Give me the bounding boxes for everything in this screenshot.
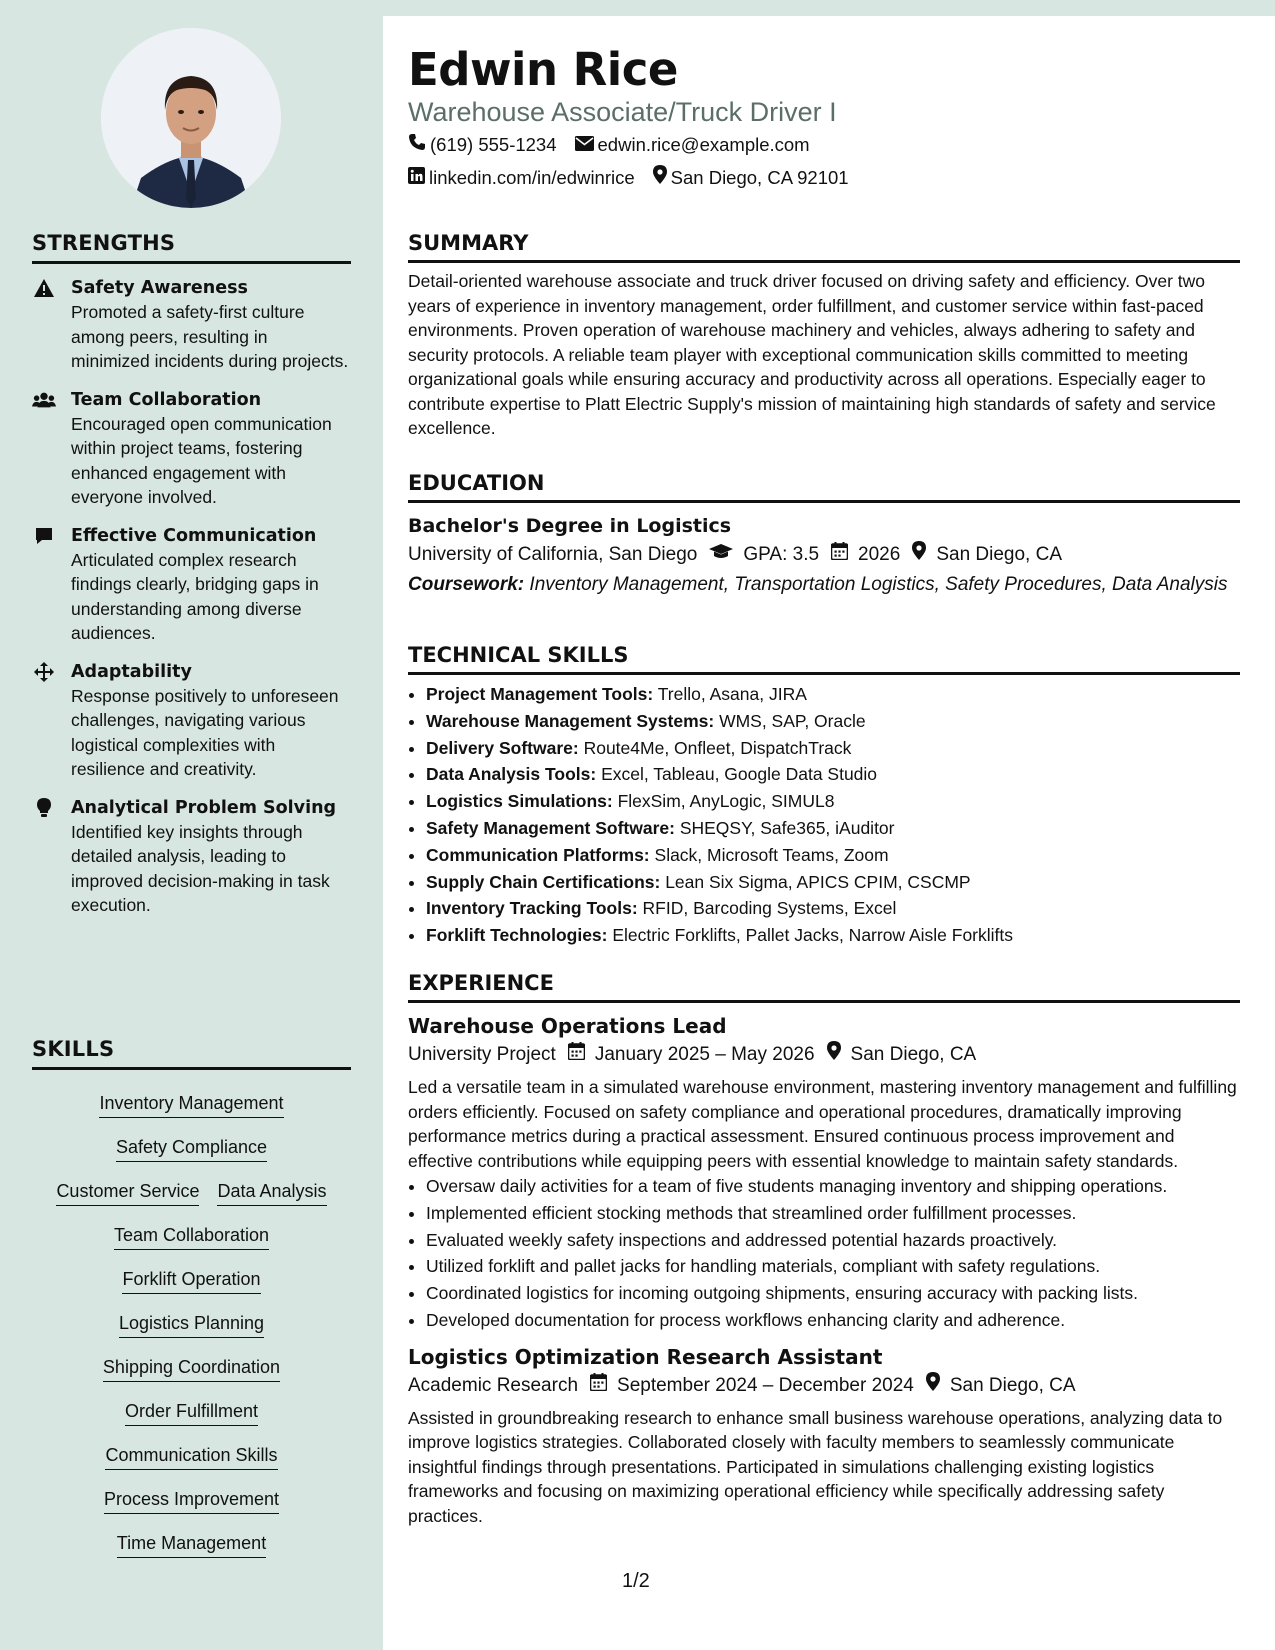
job-description: Assisted in groundbreaking research to enhance small business warehouse operations, analyzing data to improve logistics strategies. Collaborated closely with faculty members to seamlessly communicate insightful findings through presentations. Participated in simulations challenging existing logistics frameworks and focusing on maximizing operational efficiency while specifically addressing safety practices.	[408, 1407, 1223, 1526]
job-meta	[408, 1041, 1240, 1069]
map-pin-icon	[827, 1041, 851, 1069]
coursework-list: Inventory Management, Transportation Logistics, Safety Procedures, Data Analysis	[529, 574, 1228, 595]
gpa-item: GPA: 3.5	[709, 541, 819, 569]
contact-row	[408, 165, 867, 190]
education-meta	[408, 541, 1240, 569]
edu-location-item: San Diego, CA	[912, 541, 1062, 569]
job-bullets	[408, 1173, 1240, 1334]
strengths-heading: STRENGTHS	[32, 231, 351, 264]
warning-icon	[32, 278, 56, 298]
skill-tag: Order Fulfillment	[125, 1399, 258, 1426]
degree-name: Bachelor's Degree in Logistics	[408, 515, 732, 537]
skills-section	[32, 1037, 351, 1558]
strength-desc: Promoted a safety-first culture among peers, resulting in minimized incidents during projects.	[71, 302, 349, 371]
arrows-move-icon	[32, 662, 56, 682]
phone-icon	[408, 133, 430, 157]
strength-desc: Identified key insights through detailed analysis, leading to improved decision-making in task execution.	[71, 821, 330, 915]
strength-item	[32, 276, 351, 374]
list-item: • Inventory Tracking Tools: RFID, Barcoding Systems, Excel	[426, 895, 1240, 922]
phone-contact	[408, 133, 557, 157]
job-meta	[408, 1372, 1240, 1400]
map-pin-icon	[653, 165, 671, 190]
skill-tag: Data Analysis	[217, 1179, 326, 1206]
users-icon	[32, 390, 56, 410]
location-contact	[653, 165, 849, 190]
list-item: • Oversaw daily activities for a team of five students managing inventory and shipping operations.	[426, 1173, 1240, 1200]
strength-title: Analytical Problem Solving	[71, 797, 337, 818]
strength-item	[32, 660, 351, 782]
linkedin-contact[interactable]	[408, 166, 635, 190]
skills-heading: SKILLS	[32, 1037, 351, 1070]
summary-section	[408, 231, 1240, 441]
list-item: • Coordinated logistics for incoming outgoing shipments, ensuring accuracy with packing lists.	[426, 1280, 1240, 1307]
lightbulb-icon	[32, 798, 56, 818]
strength-title: Team Collaboration	[71, 389, 262, 410]
year-item: 2026	[831, 541, 900, 569]
job-location: San Diego, CA	[827, 1041, 977, 1069]
envelope-icon	[575, 133, 598, 157]
job-description: Led a versatile team in a simulated warehouse environment, mastering inventory management and fulfilling orders efficiently. Focused on safety compliance and operational procedures, dramatically improving performance metrics during a practical assessment. Ensured continuous process improvement and effective contributions while equipping peers with essential knowledge to maintain safety standards.	[408, 1077, 1237, 1171]
list-item: • Data Analysis Tools: Excel, Tableau, Google Data Studio	[426, 761, 1240, 788]
skill-tag: Logistics Planning	[119, 1311, 264, 1338]
skill-tag: Shipping Coordination	[103, 1355, 280, 1382]
strength-title: Safety Awareness	[71, 278, 248, 298]
calendar-icon	[590, 1372, 617, 1400]
list-item: • Utilized forklift and pallet jacks for handling materials, compliant with safety regulations.	[426, 1253, 1240, 1280]
skill-tag: Team Collaboration	[114, 1223, 269, 1250]
strength-desc: Encouraged open communication within project teams, fostering enhanced engagement with everyone involved.	[71, 413, 332, 507]
list-item: • Communication Platforms: Slack, Microsoft Teams, Zoom	[426, 842, 1240, 869]
job-org: University Project	[408, 1044, 556, 1065]
linkedin-link[interactable]: linkedin.com/in/edwinrice	[429, 166, 635, 188]
profile-photo	[101, 28, 281, 208]
coursework-label: Coursework:	[408, 574, 525, 595]
skill-tag: Customer Service	[56, 1179, 199, 1206]
strength-item	[32, 524, 351, 646]
list-item: • Safety Management Software: SHEQSY, Safe365, iAuditor	[426, 815, 1240, 842]
page-number: 1/2	[622, 1570, 650, 1592]
strength-desc: Response positively to unforeseen challenges, navigating various logistical complexities with resilience and creativity.	[71, 685, 339, 779]
school-name: University of California, San Diego	[408, 544, 698, 565]
linkedin-icon	[408, 166, 429, 190]
skill-tag: Communication Skills	[105, 1443, 277, 1470]
list-item: • Evaluated weekly safety inspections and addressed potential hazards proactively.	[426, 1227, 1240, 1254]
skill-tag: Time Management	[117, 1531, 266, 1558]
calendar-icon	[568, 1041, 595, 1069]
list-item: • Implemented efficient stocking methods that streamlined order fulfillment processes.	[426, 1200, 1240, 1227]
job-dates: January 2025 – May 2026	[568, 1041, 815, 1069]
coursework	[408, 572, 1240, 597]
map-pin-icon	[912, 541, 936, 569]
list-item: • Logistics Simulations: FlexSim, AnyLogic, SIMUL8	[426, 788, 1240, 815]
education-section	[408, 471, 1240, 597]
education-heading: EDUCATION	[408, 471, 1240, 503]
list-item: • Warehouse Management Systems: WMS, SAP, Oracle	[426, 708, 1240, 735]
job-org: Academic Research	[408, 1374, 579, 1396]
list-item: • Delivery Software: Route4Me, Onfleet, DispatchTrack	[426, 735, 1240, 762]
list-item: • Developed documentation for process workflows enhancing clarity and adherence.	[426, 1307, 1240, 1334]
job-location: San Diego, CA	[926, 1372, 1076, 1400]
graduation-cap-icon	[709, 541, 743, 569]
technical-skills-heading: TECHNICAL SKILLS	[408, 643, 1240, 675]
skill-tag: Inventory Management	[99, 1091, 283, 1118]
job-dates: September 2024 – December 2024	[590, 1372, 914, 1400]
contact-row	[408, 133, 828, 157]
calendar-icon	[831, 541, 858, 569]
job-title: Warehouse Operations Lead	[408, 1014, 727, 1038]
skills-list	[32, 1074, 351, 1558]
skill-tag: Forklift Operation	[122, 1267, 260, 1294]
technical-skills-section	[408, 643, 1240, 949]
summary-heading: SUMMARY	[408, 231, 1240, 263]
job-title-headline: Warehouse Associate/Truck Driver I	[408, 97, 837, 127]
summary-text: Detail-oriented warehouse associate and truck driver focused on driving safety and efficiency. Over two years of experience in inventory management, order fulfillment, and customer service within fast-paced environments. Proven operation of warehouse machinery and vehicles, always adhering to safety and security protocols. A reliable team player with exceptional communication skills committed to meeting organizational goals while ensuring accuracy and productivity across all operations. Especially eager to contribute expertise to Platt Electric Supply's mission of maintaining high standards of safety and service excellence.	[408, 271, 1216, 438]
phone-text: (619) 555-1234	[430, 134, 557, 155]
location-text: San Diego, CA 92101	[670, 166, 849, 188]
skill-tag: Process Improvement	[104, 1487, 279, 1514]
email-link[interactable]: edwin.rice@example.com	[597, 134, 810, 155]
strength-title: Effective Communication	[71, 525, 317, 546]
list-item: • Forklift Technologies: Electric Forklifts, Pallet Jacks, Narrow Aisle Forklifts	[426, 922, 1240, 949]
candidate-name: Edwin Rice	[408, 43, 678, 96]
list-item: • Project Management Tools: Trello, Asana, JIRA	[426, 681, 1240, 708]
map-pin-icon	[926, 1372, 950, 1400]
list-item: • Supply Chain Certifications: Lean Six Sigma, APICS CPIM, CSCMP	[426, 869, 1240, 896]
technical-skills-list	[408, 681, 1240, 949]
experience-section	[408, 971, 1240, 1528]
comment-icon	[32, 526, 56, 546]
strength-title: Adaptability	[71, 661, 192, 682]
strength-desc: Articulated complex research findings clearly, bridging gaps in understanding among diverse audiences.	[71, 549, 319, 643]
strengths-section	[32, 231, 351, 918]
strength-item	[32, 796, 351, 918]
strength-item	[32, 388, 351, 510]
experience-heading: EXPERIENCE	[408, 971, 1240, 1003]
email-contact[interactable]	[575, 133, 810, 157]
skill-tag: Safety Compliance	[116, 1135, 267, 1162]
job-title: Logistics Optimization Research Assistant	[408, 1344, 883, 1369]
